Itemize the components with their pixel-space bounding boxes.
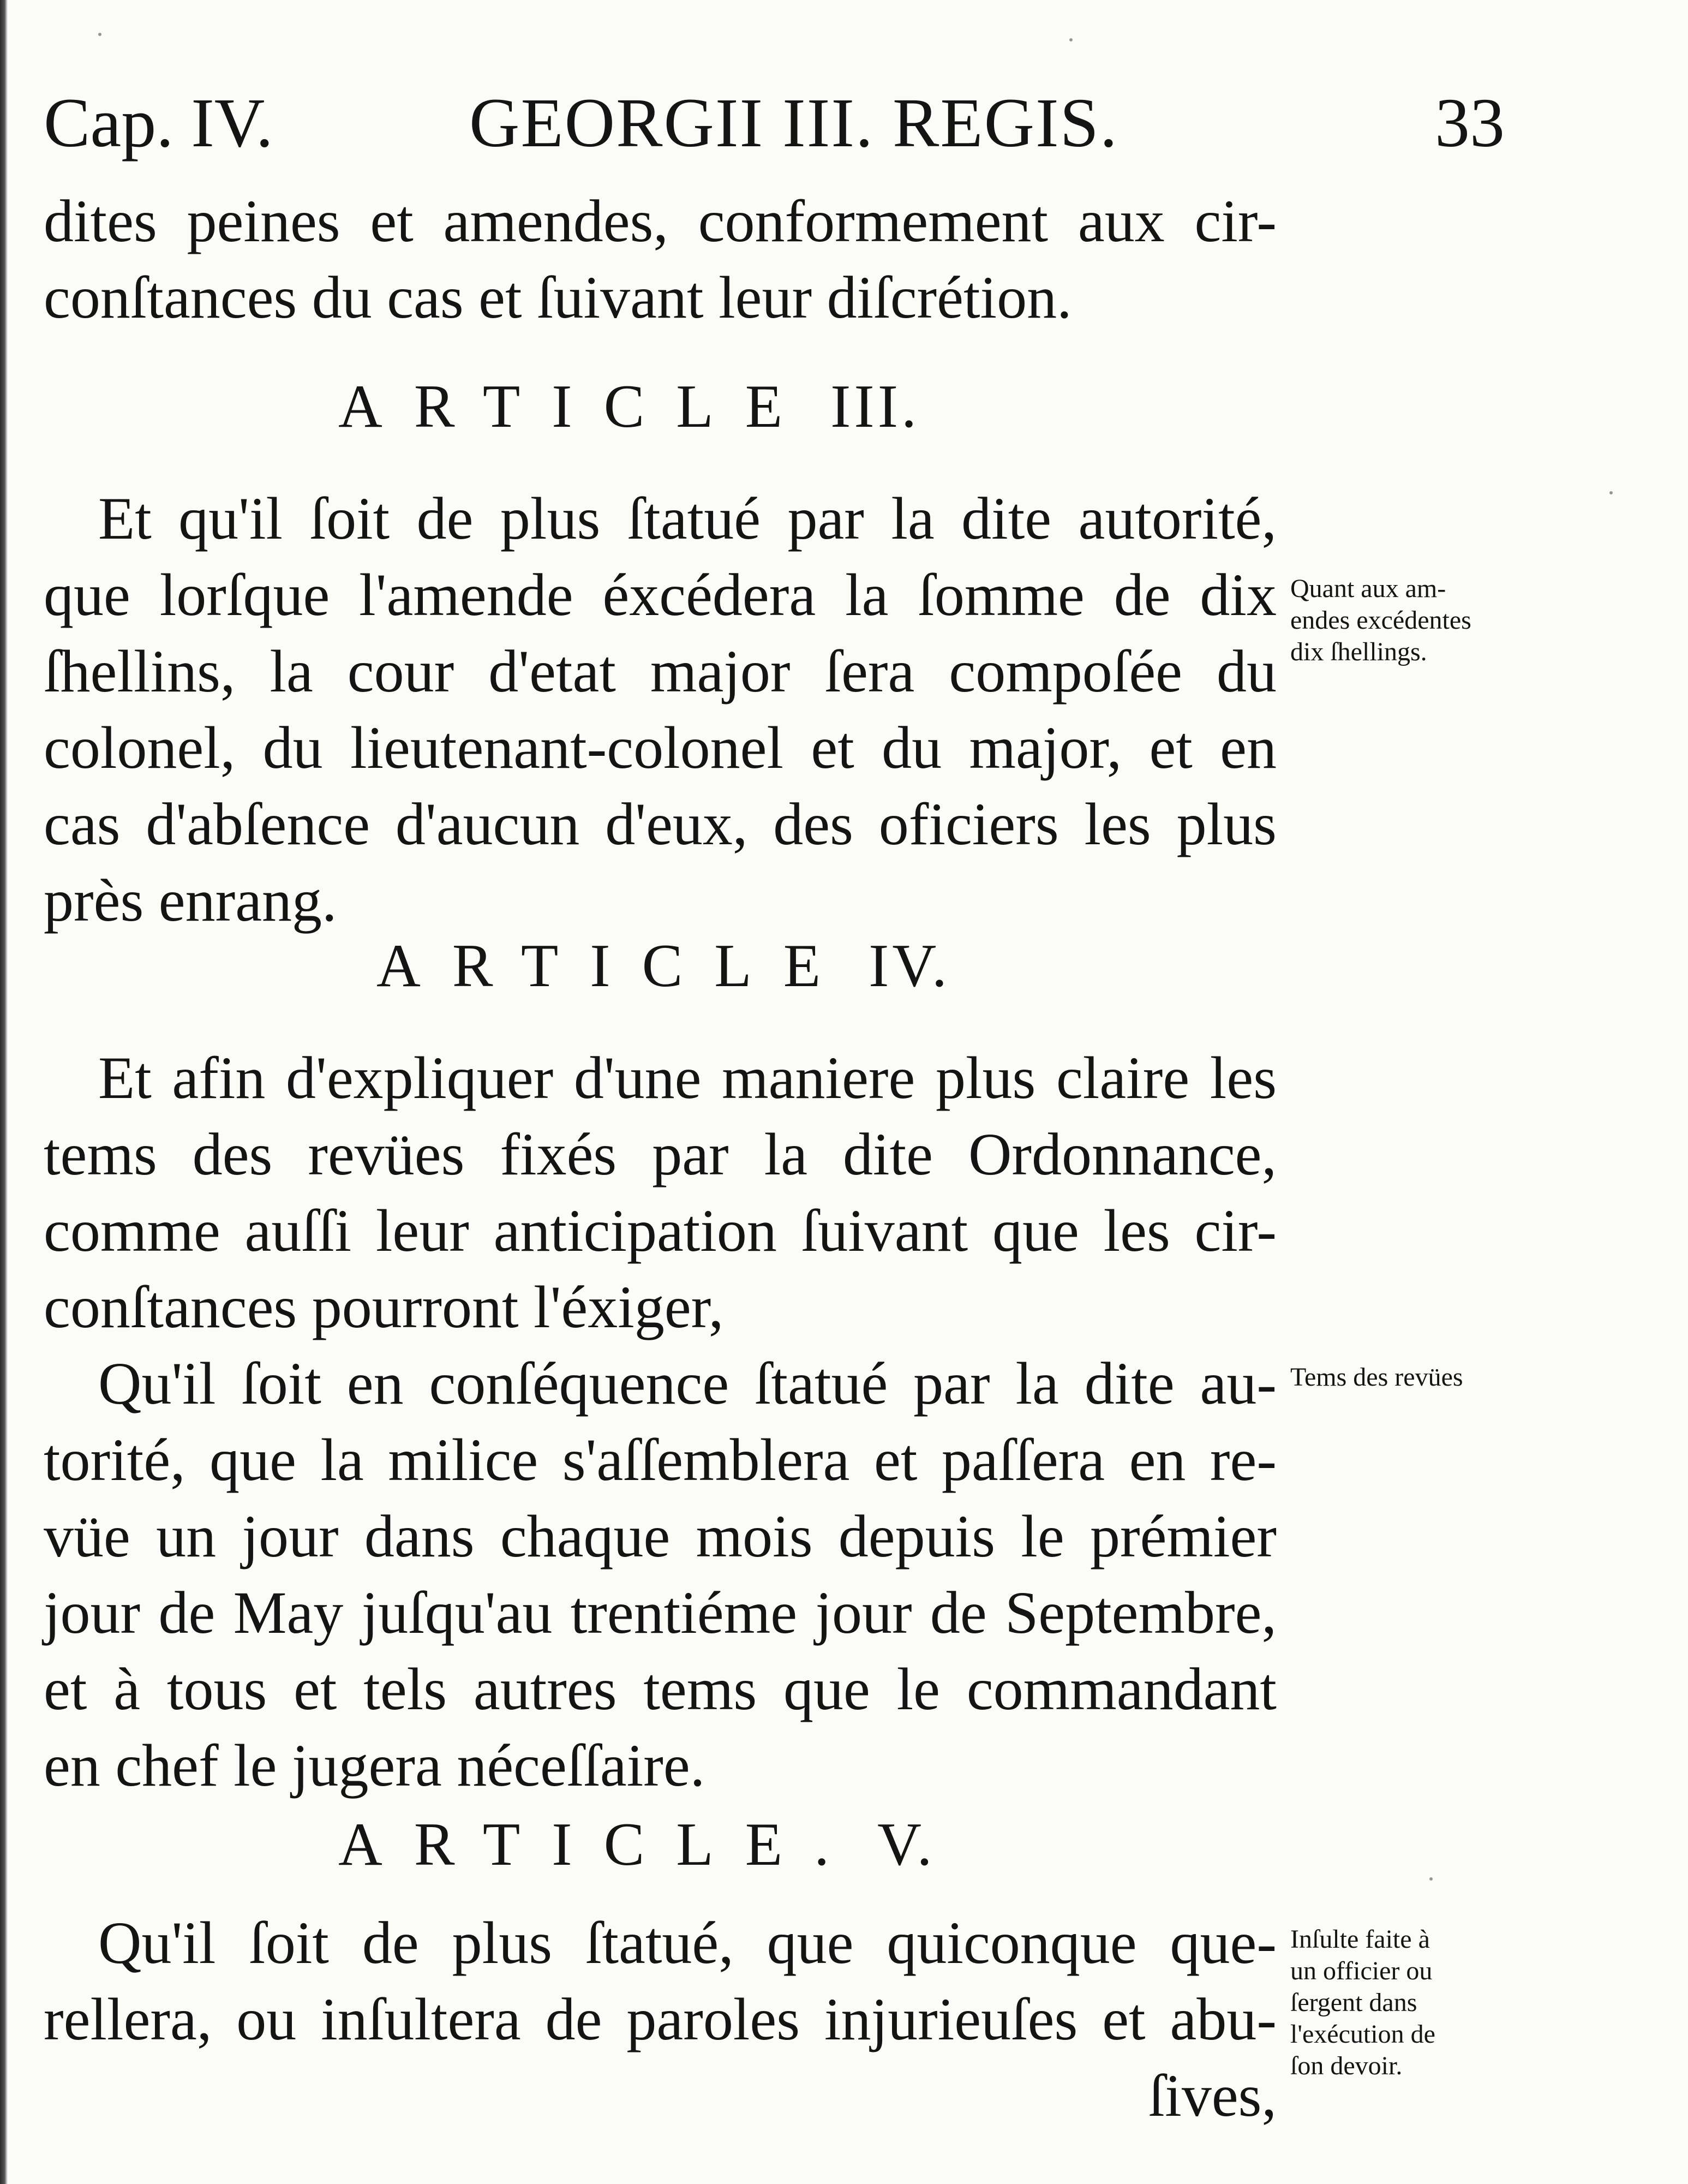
article-heading-number: V. xyxy=(877,1811,936,1878)
body-text-line: conſtances pourront l'éxiger, xyxy=(44,1274,724,1340)
body-text-line: près enrang. xyxy=(44,867,337,934)
margin-note-line: un officier ou xyxy=(1290,1956,1433,1985)
running-header xyxy=(44,82,1517,164)
body-text-line: et à tous et tels autres tems que le commandant xyxy=(44,1656,1277,1722)
page-number: 33 xyxy=(1435,84,1505,162)
margin-note-line: dix ſhellings. xyxy=(1290,637,1427,666)
page-binding-edge xyxy=(0,0,8,2184)
margin-note-line: Tems des revües xyxy=(1290,1363,1463,1392)
article-heading-word: ARTICLE xyxy=(376,932,853,1000)
margin-note-line: l'exécution de xyxy=(1290,2020,1435,2049)
margin-note-line: Inſulte faite à xyxy=(1290,1925,1430,1954)
margin-note-line: endes excédentes xyxy=(1290,606,1471,635)
running-title: GEORGII III. REGIS. xyxy=(469,84,1118,162)
body-text-line: Qu'il ſoit de plus ſtatué, que quiconque que- xyxy=(98,1909,1277,1976)
article-heading xyxy=(338,368,920,445)
body-text-line: dites peines et amendes, conformement aux cir- xyxy=(44,188,1277,254)
body-text-line: Et qu'il ſoit de plus ſtatué par la dite autorité, xyxy=(98,485,1277,552)
paper-speck xyxy=(1429,1877,1433,1881)
body-text-line: tems des revües fixés par la dite Ordonnance, xyxy=(44,1121,1277,1188)
margin-note-insulte xyxy=(1290,1924,1519,2082)
body-text-line: ſhellins, la cour d'etat major ſera compoſée du xyxy=(44,638,1277,705)
article-heading xyxy=(376,928,950,1004)
article-heading-word: ARTICLE xyxy=(338,373,815,440)
article-heading xyxy=(338,1806,936,1883)
paper-speck xyxy=(1609,491,1613,494)
body-text-line: jour de May juſqu'au trentiéme jour de Septembre, xyxy=(44,1579,1277,1646)
body-text-line: ſives, xyxy=(1148,2062,1277,2129)
margin-note-amendes xyxy=(1290,573,1519,668)
body-text-line: Qu'il ſoit en conſéquence ſtatué par la dite au- xyxy=(98,1350,1277,1417)
body-text-line: conſtances du cas et ſuivant leur diſcrétion. xyxy=(44,264,1072,331)
article-heading-number: IV. xyxy=(869,932,950,1000)
body-text-line: vüe un jour dans chaque mois depuis le prémier xyxy=(44,1503,1277,1570)
body-text-line: Et afin d'expliquer d'une maniere plus claire les xyxy=(98,1045,1277,1111)
body-text-line: colonel, du lieutenant-colonel et du major, et en xyxy=(44,714,1277,781)
article-heading-number: III. xyxy=(830,373,920,440)
chapter-label: Cap. IV. xyxy=(44,84,273,162)
body-text-line: en chef le jugera néceſſaire. xyxy=(44,1732,705,1799)
body-text-line: torité, que la milice s'aſſemblera et paſſera en re- xyxy=(44,1427,1277,1493)
body-text-line: rellera, ou inſultera de paroles injurieuſes et abu- xyxy=(44,1986,1277,2052)
margin-note-line: Quant aux am- xyxy=(1290,574,1446,603)
body-text-line: que lorſque l'amende éxcédera la ſomme de dix xyxy=(44,562,1277,628)
article-heading-word: ARTICLE. xyxy=(338,1811,861,1878)
margin-note-line: ſon devoir. xyxy=(1290,2051,1403,2080)
margin-note-line: ſergent dans xyxy=(1290,1988,1417,2017)
margin-note-revues xyxy=(1290,1362,1519,1393)
body-text-line: cas d'abſence d'aucun d'eux, des oficiers les plus xyxy=(44,791,1277,857)
body-text-line: comme auſſi leur anticipation ſuivant que les cir- xyxy=(44,1197,1277,1264)
paper-speck xyxy=(1069,38,1073,41)
paper-speck xyxy=(98,33,101,36)
